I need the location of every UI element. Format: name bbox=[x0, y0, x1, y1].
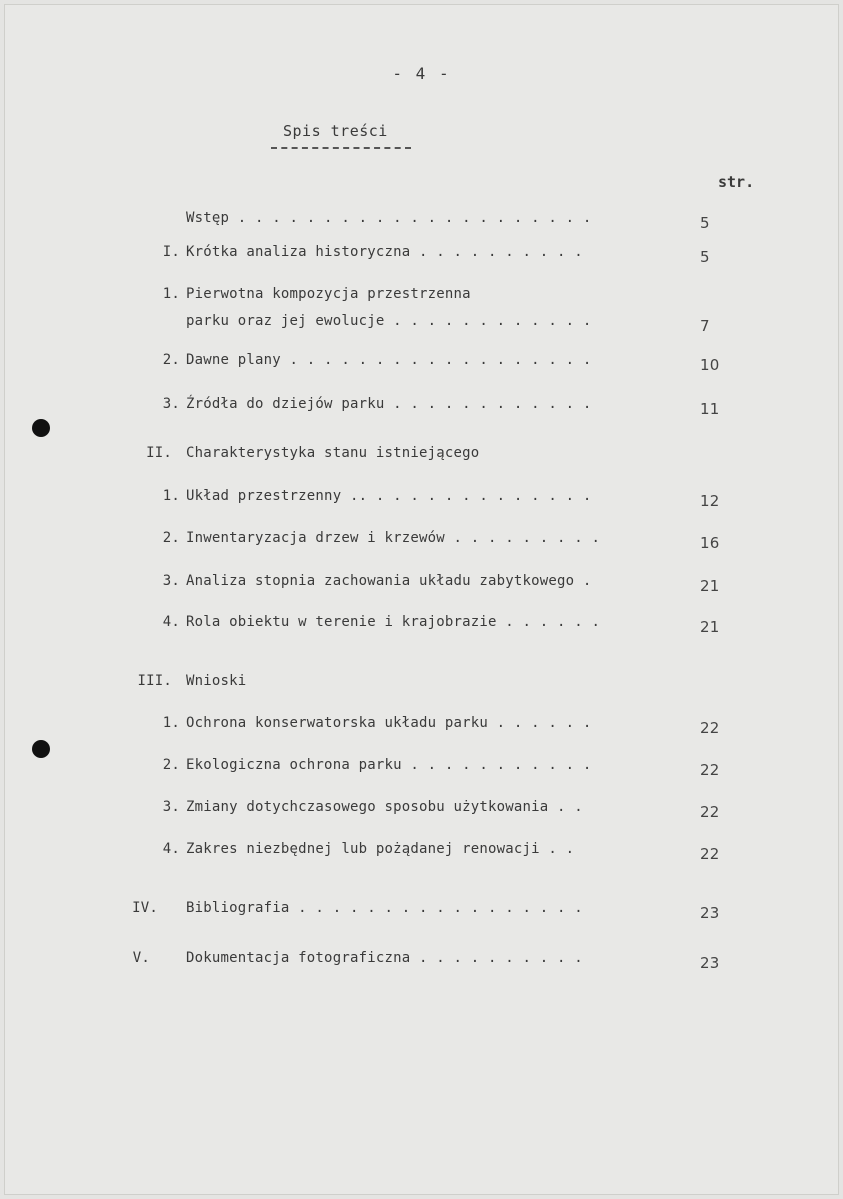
toc-entry bbox=[0, 445, 843, 467]
page-column-header: str. bbox=[718, 173, 755, 191]
toc-entry-title: Analiza stopnia zachowania układu zabytkowego . bbox=[186, 573, 592, 589]
toc-entry-title: Charakterystyka stanu istniejącego bbox=[186, 445, 480, 461]
toc-entry-title: Zakres niezbędnej lub pożądanej renowacji . . bbox=[186, 841, 575, 857]
toc-entry-page: 22 bbox=[700, 845, 720, 863]
toc-entry-number: 1. bbox=[162, 286, 180, 302]
toc-entry-number: 4. bbox=[162, 614, 180, 630]
toc-entry-number: 1. bbox=[162, 488, 180, 504]
toc-entry-number: I. bbox=[162, 244, 180, 260]
toc-entry-number: 2. bbox=[162, 757, 180, 773]
toc-entry bbox=[0, 614, 843, 636]
toc-entry-number: 2. bbox=[162, 530, 180, 546]
toc-entry bbox=[0, 286, 843, 308]
toc-entry-title: Rola obiektu w terenie i krajobrazie . . . . . . bbox=[186, 614, 601, 630]
toc-entry bbox=[0, 757, 843, 779]
toc-entry-title: Dokumentacja fotograficzna . . . . . . . . . . bbox=[186, 950, 583, 966]
toc-entry-page: 11 bbox=[700, 400, 720, 418]
toc-entry bbox=[0, 244, 843, 266]
page-number: - 4 - bbox=[392, 64, 451, 83]
toc-entry-number: 1. bbox=[162, 715, 180, 731]
toc-entry bbox=[0, 313, 843, 335]
toc-entry-title: Krótka analiza historyczna . . . . . . . . . . bbox=[186, 244, 583, 260]
punch-hole bbox=[32, 740, 50, 758]
toc-entry-number: 3. bbox=[162, 396, 180, 412]
punch-hole bbox=[32, 419, 50, 437]
toc-entry-number: 4. bbox=[162, 841, 180, 857]
title-underline bbox=[271, 147, 411, 149]
page-title: Spis treści bbox=[283, 122, 388, 140]
toc-entry bbox=[0, 352, 843, 374]
toc-entry-title: Bibliografia . . . . . . . . . . . . . . . . . bbox=[186, 900, 583, 916]
toc-entry-page: 22 bbox=[700, 803, 720, 821]
toc-entry-title: Źródła do dziejów parku . . . . . . . . . . . . bbox=[186, 396, 592, 412]
toc-entry bbox=[0, 900, 843, 922]
toc-entry-title: Układ przestrzenny .. . . . . . . . . . . . . . bbox=[186, 488, 592, 504]
toc-entry-page: 22 bbox=[700, 761, 720, 779]
toc-entry-page: 23 bbox=[700, 904, 720, 922]
toc-entry-title: Wnioski bbox=[186, 673, 247, 689]
toc-entry bbox=[0, 573, 843, 595]
toc-entry-title: Inwentaryzacja drzew i krzewów . . . . . . . . . bbox=[186, 530, 601, 546]
toc-entry bbox=[0, 210, 843, 232]
toc-entry-number: IV. bbox=[132, 900, 158, 916]
toc-entry-page: 16 bbox=[700, 534, 720, 552]
toc-entry-number: II. bbox=[146, 445, 172, 461]
document-page bbox=[4, 4, 839, 1195]
toc-entry-page: 5 bbox=[700, 248, 710, 266]
toc-entry-title: Zmiany dotychczasowego sposobu użytkowania . . bbox=[186, 799, 583, 815]
toc-entry-page: 21 bbox=[700, 577, 720, 595]
toc-entry-page: 22 bbox=[700, 719, 720, 737]
toc-entry-page: 10 bbox=[700, 356, 720, 374]
toc-entry bbox=[0, 530, 843, 552]
toc-entry-title: Dawne plany . . . . . . . . . . . . . . . . . . bbox=[186, 352, 592, 368]
toc-entry bbox=[0, 799, 843, 821]
toc-entry-page: 5 bbox=[700, 214, 710, 232]
toc-entry-title: Wstęp . . . . . . . . . . . . . . . . . . . . . bbox=[186, 210, 592, 226]
toc-entry-page: 12 bbox=[700, 492, 720, 510]
toc-entry-page: 7 bbox=[700, 317, 710, 335]
toc-entry-title: parku oraz jej ewolucje . . . . . . . . . . . . bbox=[186, 313, 592, 329]
toc-entry bbox=[0, 673, 843, 695]
toc-entry-page: 23 bbox=[700, 954, 720, 972]
toc-entry bbox=[0, 950, 843, 972]
toc-entry bbox=[0, 715, 843, 737]
toc-entry-number: 3. bbox=[162, 799, 180, 815]
toc-entry-number: V. bbox=[132, 950, 150, 966]
toc-entry-title: Pierwotna kompozycja przestrzenna bbox=[186, 286, 471, 302]
toc-entry-title: Ekologiczna ochrona parku . . . . . . . . . . . bbox=[186, 757, 592, 773]
toc-entry-number: III. bbox=[137, 673, 172, 689]
toc-entry bbox=[0, 841, 843, 863]
toc-entry-number: 3. bbox=[162, 573, 180, 589]
toc-entry bbox=[0, 488, 843, 510]
toc-entry-title: Ochrona konserwatorska układu parku . . . . . . bbox=[186, 715, 592, 731]
toc-entry-page: 21 bbox=[700, 618, 720, 636]
toc-entry-number: 2. bbox=[162, 352, 180, 368]
toc-entry bbox=[0, 396, 843, 418]
